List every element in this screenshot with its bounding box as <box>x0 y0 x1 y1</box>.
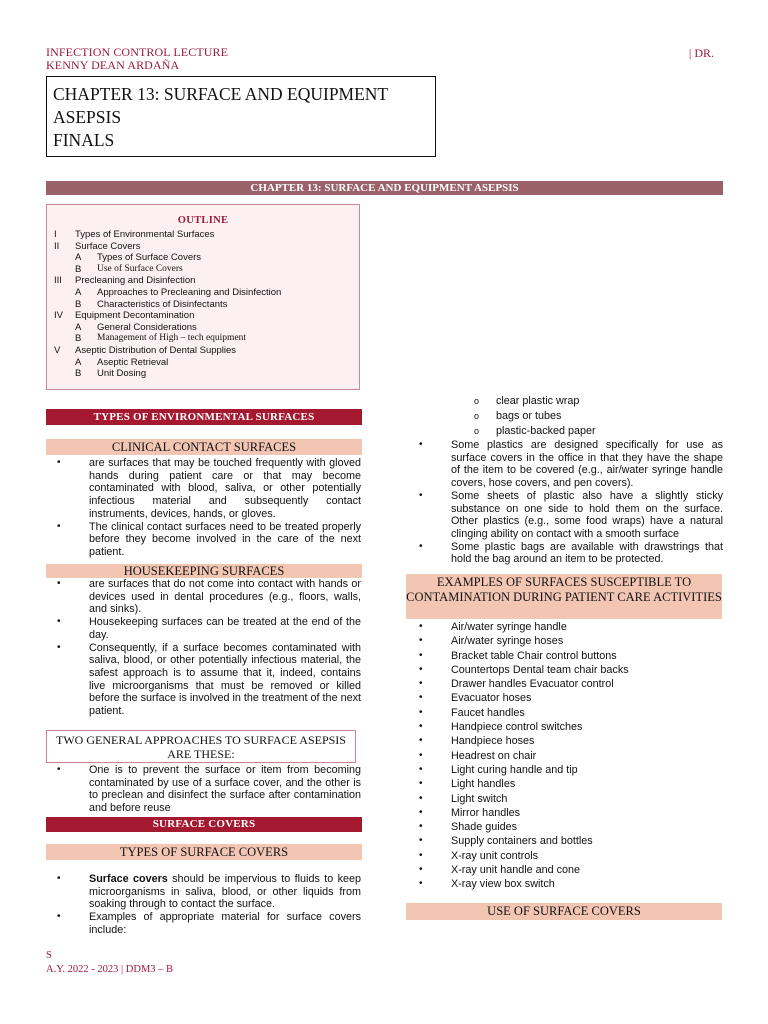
list-item: o bags or tubes <box>474 409 562 422</box>
outline-item-text: General Considerations <box>97 321 197 333</box>
title-line-2: ASEPSIS <box>53 107 122 127</box>
footer-mark: S <box>46 950 52 961</box>
examples-list <box>419 620 723 892</box>
outline-item-text: Characteristics of Disinfectants <box>97 298 228 310</box>
plastic-bullets <box>419 439 723 566</box>
outline-item-text: Approaches to Precleaning and Disinfection <box>97 287 282 298</box>
list-item: • Light handles <box>419 778 516 791</box>
list-item: • Countertops Dental team chair backs <box>419 663 629 676</box>
list-item: • X-ray unit handle and cone <box>419 864 581 877</box>
outline-item-number: II <box>54 240 60 252</box>
outline-title: OUTLINE <box>177 215 229 226</box>
list-item: • Examples of appropriate material for surface covers include: <box>57 911 361 936</box>
clinical-contact-surfaces-heading: CLINICAL CONTACT SURFACES <box>46 439 362 455</box>
title-line-1: CHAPTER 13: SURFACE AND EQUIPMENT <box>53 84 389 104</box>
list-item: • Housekeeping surfaces can be treated at the end of the day. <box>57 616 361 641</box>
surface-covers-band: SURFACE COVERS <box>46 817 362 832</box>
list-item: • Handpiece hoses <box>419 735 535 748</box>
list-item: • Surface covers should be impervious to fluids to keep microorganisms in saliva, blood, or other liquids from soaking through to contact the surface. <box>57 873 361 911</box>
list-item: • Some plastic bags are available with drawstrings that hold the bag around an item to be protected. <box>419 540 723 566</box>
list-item: • The clinical contact surfaces need to be treated properly before they become involved in the care of the next patient. <box>57 520 361 558</box>
outline-item-text: Unit Dosing <box>97 368 147 380</box>
list-item: • Light switch <box>419 792 508 805</box>
outline-item-number: B <box>75 333 82 345</box>
outline-item-number: A <box>75 356 82 368</box>
clinical-bullets <box>57 457 361 559</box>
list-item: • Supply containers and bottles <box>419 835 593 848</box>
list-item: • Light curing handle and tip <box>419 763 578 776</box>
outline-item-number: B <box>75 368 82 380</box>
outline-item-number: A <box>75 287 82 298</box>
list-item: • Air/water syringe hoses <box>419 635 564 648</box>
list-item: • are surfaces that do not come into contact with hands or devices used in dental procedures (e.g., floors, walls, and sinks). <box>57 578 361 616</box>
outline-item-text: Aseptic Distribution of Dental Supplies <box>75 345 237 356</box>
list-item: • are surfaces that may be touched frequently with gloved hands during patient care or that may become contaminated with blood, saliva, or other potentially infectious material and subsequently contact instruments, devices, hands, or gloves. <box>57 457 361 520</box>
outline-item-text: Surface Covers <box>75 240 141 252</box>
outline-item-number: III <box>54 275 62 287</box>
list-item: o clear plastic wrap <box>474 395 580 407</box>
list-item: • Bracket table Chair control buttons <box>419 649 617 662</box>
list-item: • Some sheets of plastic also have a slightly sticky substance on one side to hold them on the surface. Other plastics (e.g., some food wraps) have a natural clinging ability on contact with a smooth surface <box>419 489 723 540</box>
list-item: • X-ray view box switch <box>419 878 555 891</box>
list-item: • X-ray unit controls <box>419 849 539 862</box>
surface-covers-bullets <box>57 873 361 937</box>
outline-item-text: Types of Environmental Surfaces <box>75 229 215 240</box>
outline-item-number: B <box>75 263 82 275</box>
header-author: KENNY DEAN ARDAÑA <box>46 58 180 72</box>
page-header-right: | DR. <box>688 46 714 60</box>
surface-cover-material-list <box>474 394 714 438</box>
list-item: • One is to prevent the surface or item from becoming contaminated by use of a surface cover, and the other is to preclean and disinfect the surface after contamination and before reuse <box>57 764 361 815</box>
two-general-approaches-heading: TWO GENERAL APPROACHES TO SURFACE ASEPSIS ARE THESE: <box>46 730 356 763</box>
list-item: • Shade guides <box>419 821 518 834</box>
list-item: • Mirror handles <box>419 806 521 819</box>
outline-item-number: B <box>75 298 82 310</box>
page-header-left <box>46 46 228 72</box>
list-item: • Drawer handles Evacuator control <box>419 678 614 691</box>
outline-item-text: Management of High – tech equipment <box>97 333 247 344</box>
outline-item-number: V <box>54 345 61 356</box>
outline-item-text: Precleaning and Disinfection <box>75 275 196 287</box>
list-item: • Some plastics are designed specifically for use as surface covers in the office in that they have the shape of the item to be covered (e.g., air/water syringe handle covers, hose covers, and pen covers). <box>419 439 723 490</box>
chapter-band: CHAPTER 13: SURFACE AND EQUIPMENT ASEPSIS <box>46 181 723 195</box>
outline-item-number: IV <box>54 310 63 322</box>
outline-item-text: Use of Surface Covers <box>97 263 183 274</box>
housekeeping-bullets <box>57 578 361 718</box>
list-item: • Evacuator hoses <box>419 692 532 705</box>
outline-item-text: Aseptic Retrieval <box>97 356 169 368</box>
title-line-3: FINALS <box>53 130 115 150</box>
types-of-environmental-surfaces-band: TYPES OF ENVIRONMENTAL SURFACES <box>46 409 362 425</box>
footer-academic-year: A.Y. 2022 - 2023 | DDM3 – B <box>46 964 174 975</box>
list-item: • Handpiece control switches <box>419 721 583 734</box>
outline-item-number: A <box>75 321 82 333</box>
outline-item-text: Types of Surface Covers <box>97 252 202 264</box>
list-item: • Faucet handles <box>419 706 525 719</box>
list-item: • Air/water syringe handle <box>419 621 567 633</box>
header-course: INFECTION CONTROL LECTURE <box>46 45 229 59</box>
list-item: • Consequently, if a surface becomes contaminated with saliva, blood, or other potentially infectious material, the safest approach is to assume that it, indeed, contains live microorganisms that must be removed or killed before the surface is involved in the treatment of the next patient. <box>57 641 361 718</box>
housekeeping-surfaces-heading: HOUSEKEEPING SURFACES <box>46 564 362 578</box>
outline-item-number: I <box>54 229 57 240</box>
use-of-surface-covers-heading: USE OF SURFACE COVERS <box>406 903 722 920</box>
list-item: • Headrest on chair <box>419 749 537 762</box>
outline-box <box>46 204 360 390</box>
list-item: o plastic-backed paper <box>474 424 596 437</box>
types-of-surface-covers-heading: TYPES OF SURFACE COVERS <box>46 844 362 860</box>
outline-item-text: Equipment Decontamination <box>75 310 195 322</box>
examples-of-surfaces-heading: EXAMPLES OF SURFACES SUSCEPTIBLE TO CONTAMINATION DURING PATIENT CARE ACTIVITIES <box>406 574 722 619</box>
chapter-title-box <box>46 76 436 157</box>
two-general-bullets <box>57 764 361 815</box>
outline-item-number: A <box>75 252 82 264</box>
